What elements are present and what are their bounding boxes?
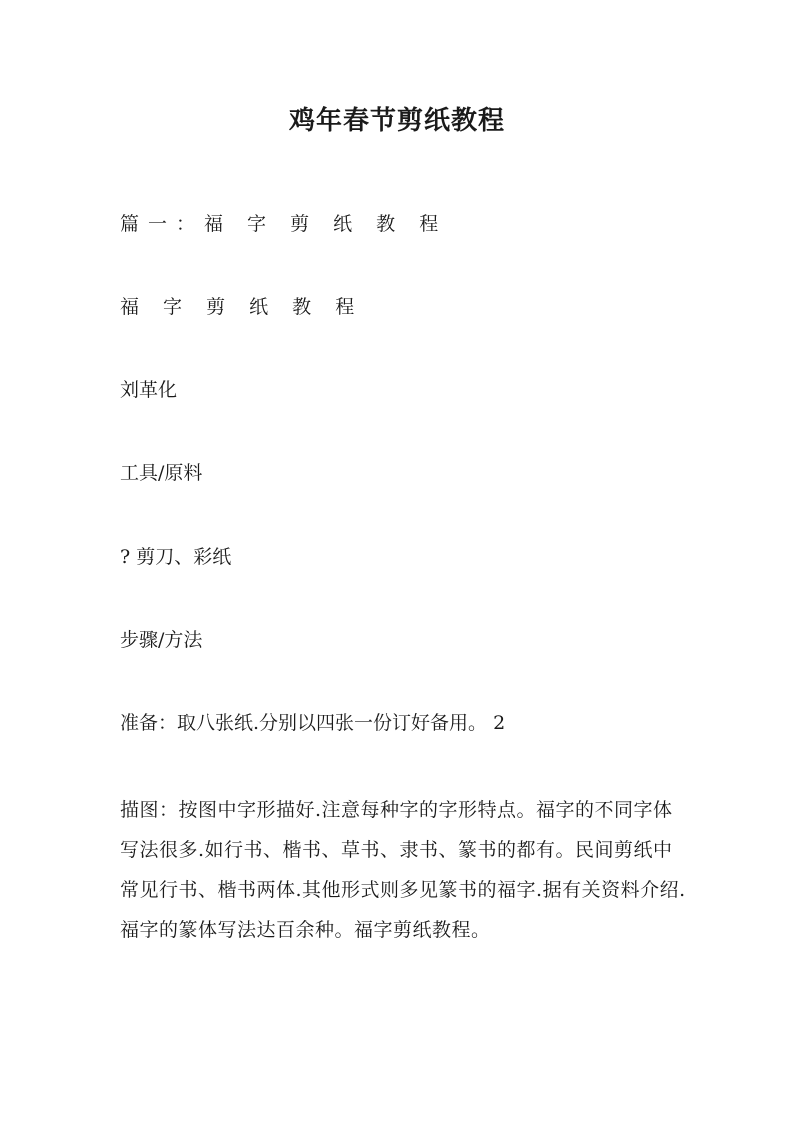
tools-list: ? 剪刀、彩纸 bbox=[120, 546, 232, 568]
article-title: 福 字 剪 纸 教 程 bbox=[120, 296, 364, 318]
document-title: 鸡年春节剪纸教程 bbox=[288, 106, 505, 136]
tools-heading: 工具/原料 bbox=[120, 462, 203, 484]
tracing-step-paragraph: 描图：按图中字形描好.注意每种字的字形特点。福字的不同字体写法很多.如行书、楷书、草书、隶书、篆书的都有。民间剪纸中常见行书、楷书两体.其他形式则多见篆书的福字.据有关资料介绍.福字的篆体写法达百余种。福字剪纸教程。 bbox=[120, 799, 686, 941]
section-heading: 篇一：福 字 剪 纸 教 程 bbox=[120, 213, 448, 235]
steps-heading: 步骤/方法 bbox=[120, 629, 203, 651]
author-name: 刘革化 bbox=[120, 379, 178, 401]
preparation-step: 准备：取八张纸.分别以四张一份订好备用。 2 bbox=[120, 712, 506, 734]
